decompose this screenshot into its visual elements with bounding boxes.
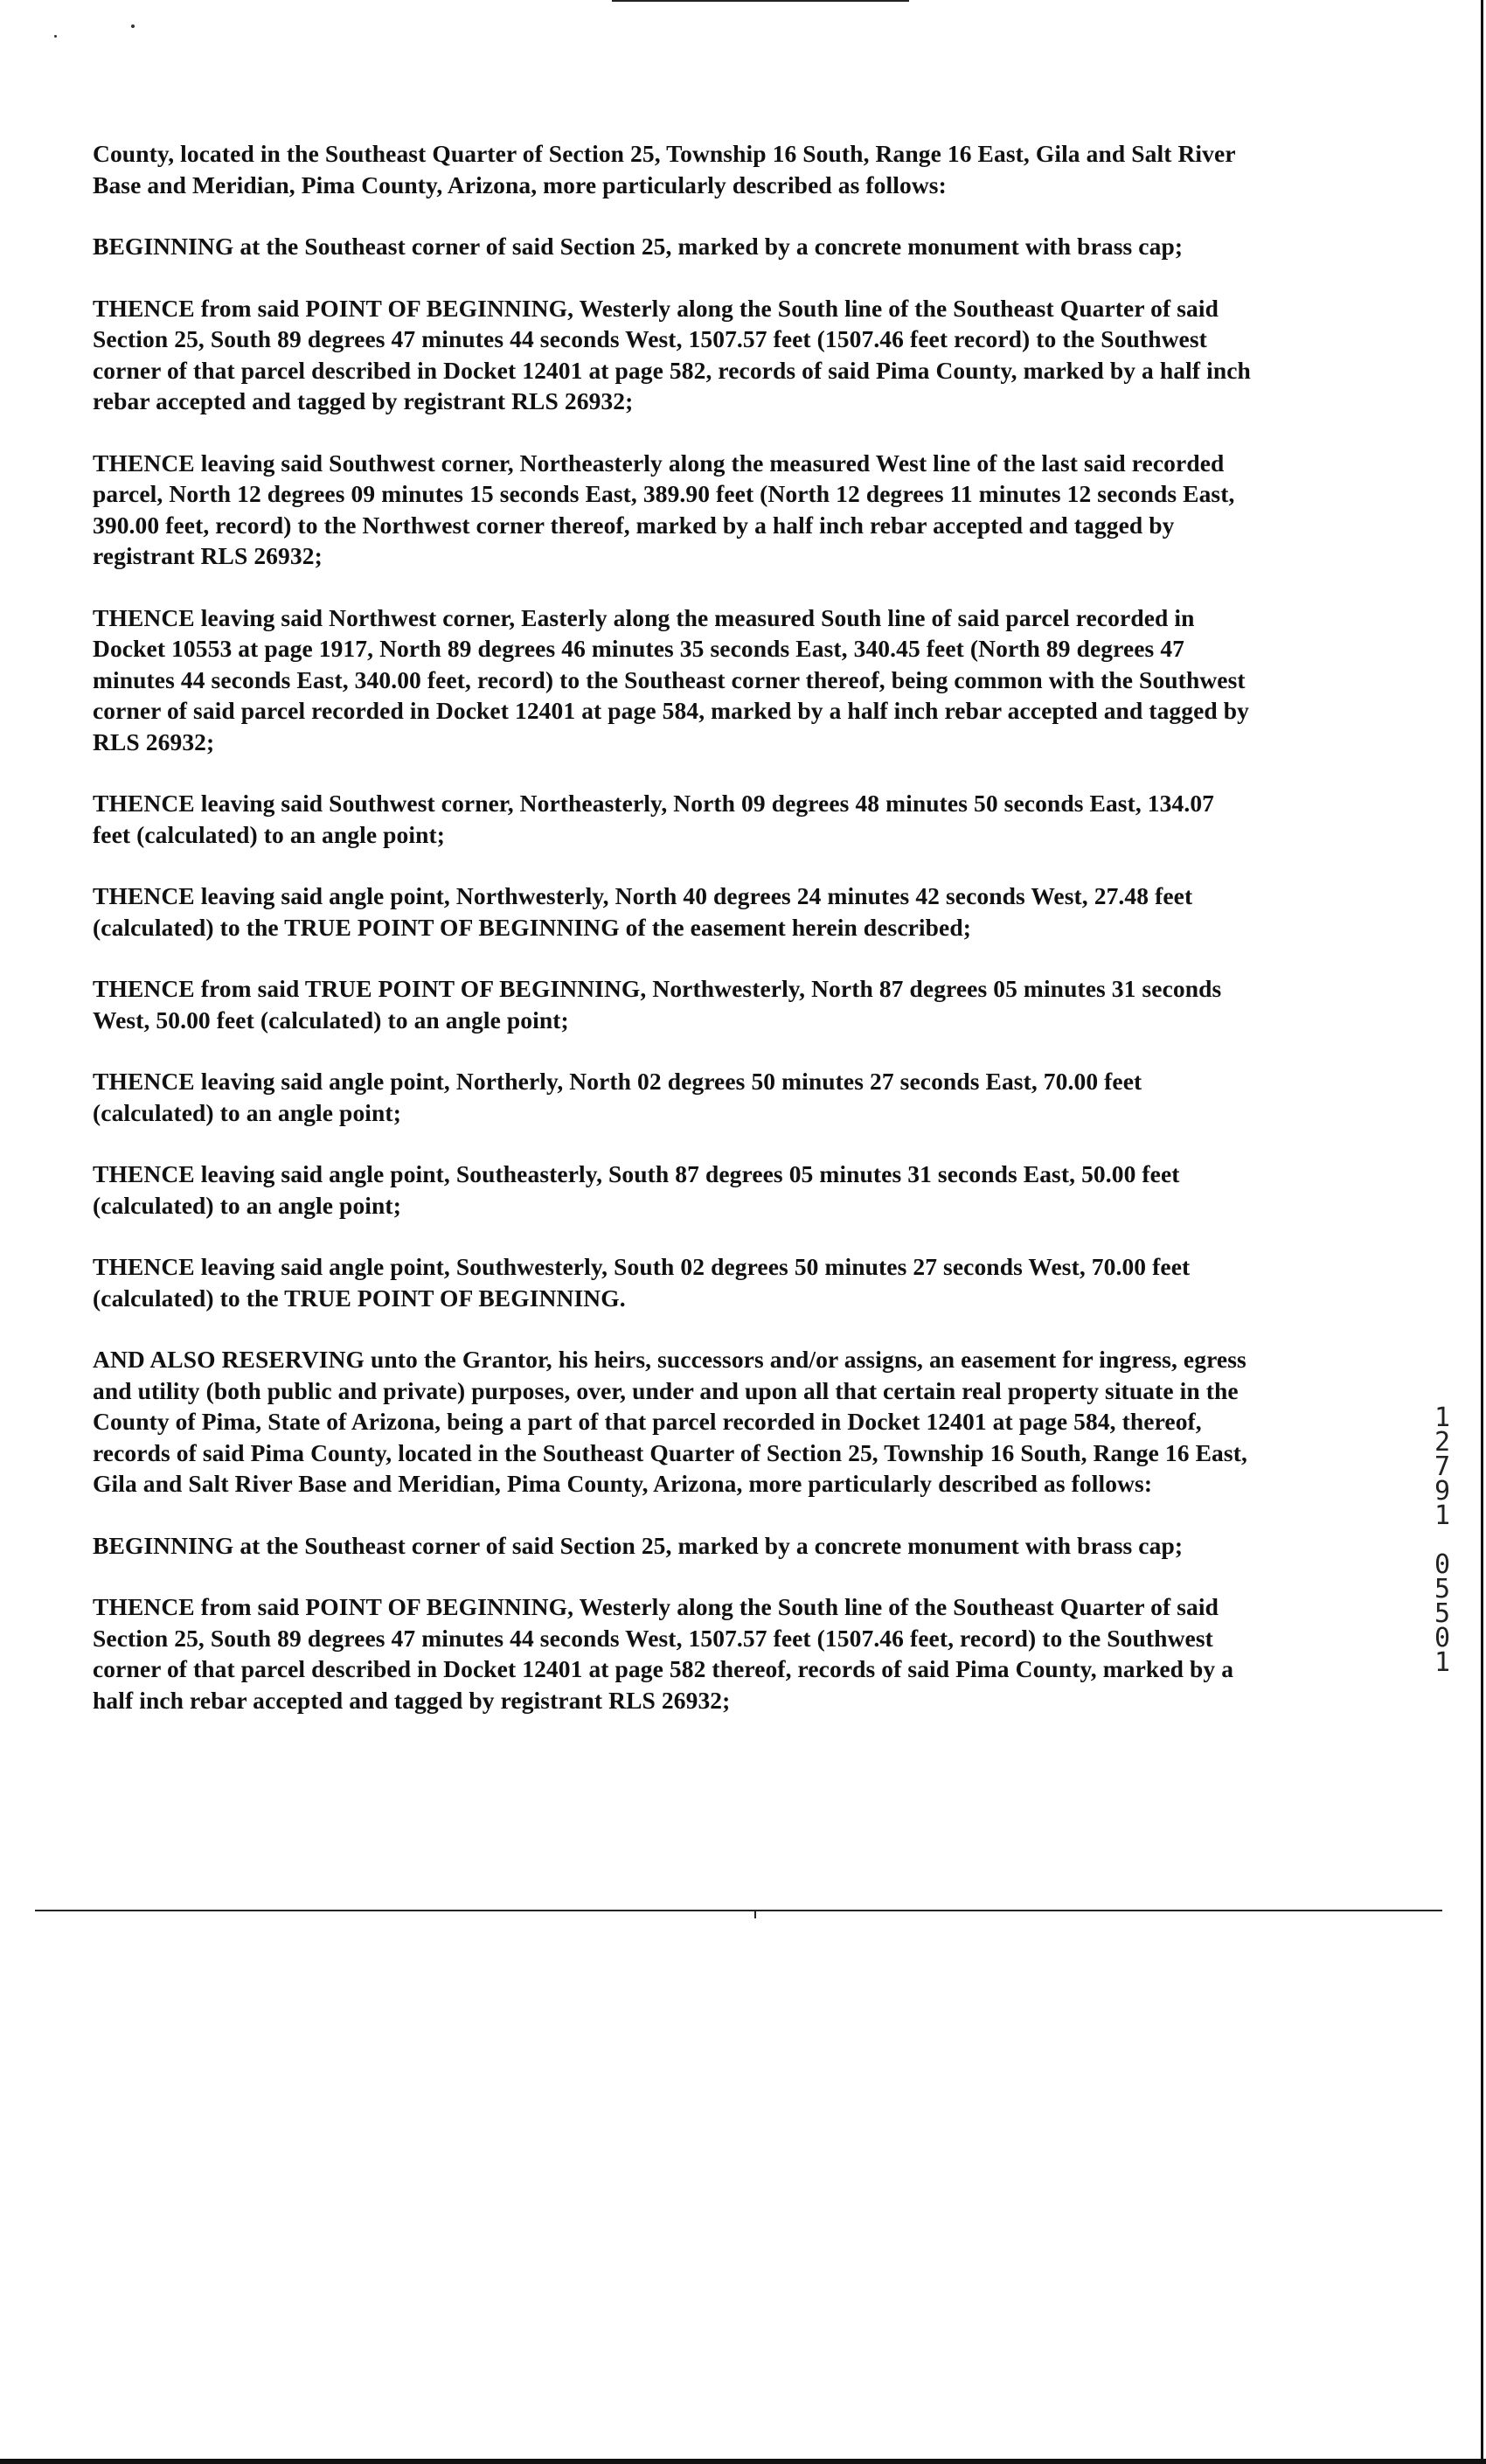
paragraph: County, located in the Southeast Quarter of Section 25, Township 16 South, Range 16 East, Gila and Salt River Base and Meridian, Pima County, Arizona, more particularly described as follows: <box>93 140 1236 198</box>
document-body <box>93 138 1360 1746</box>
paragraph: THENCE leaving said angle point, Southwesterly, South 02 degrees 50 minutes 27 seconds West, 70.00 feet (calculated) to the TRUE POINT OF BEGINNING. <box>93 1253 1191 1312</box>
paragraph: THENCE from said POINT OF BEGINNING, Westerly along the South line of the Southeast Quarter of said Section 25, South 89 degrees 47 minutes 44 seconds West, 1507.57 feet (1507.46 feet, record) to the Southwest corner of that parcel described in Docket 12401 at page 582 thereof, records of said Pima County, marked by a half inch rebar accepted and tagged by registrant RLS 26932; <box>93 1593 1234 1714</box>
paragraph: THENCE leaving said angle point, Southeasterly, South 87 degrees 05 minutes 31 seconds East, 50.00 feet (calculated) to an angle point; <box>93 1160 1180 1219</box>
paragraph: THENCE from said TRUE POINT OF BEGINNING, Northwesterly, North 87 degrees 05 minutes 31 seconds West, 50.00 feet (calculated) to an angle point; <box>93 975 1222 1034</box>
paragraph: THENCE leaving said Southwest corner, Northeasterly, North 09 degrees 48 minutes 50 seconds East, 134.07 feet (calculated) to an angle point; <box>93 790 1215 848</box>
top-rule <box>612 0 909 2</box>
scan-edge-right <box>1481 0 1483 2464</box>
paragraph: THENCE leaving said angle point, Northwesterly, North 40 degrees 24 minutes 42 seconds West, 27.48 feet (calculated) to the TRUE POINT OF BEGINNING of the easement herein described; <box>93 882 1193 941</box>
paragraph: THENCE from said POINT OF BEGINNING, Westerly along the South line of the Southeast Quarter of said Section 25, South 89 degrees 47 minutes 44 seconds West, 1507.57 feet (1507.46 feet record) to the Southwest corner of that parcel described in Docket 12401 at page 582, records of said Pima County, marked by a half inch rebar accepted and tagged by registrant RLS 26932; <box>93 294 1251 414</box>
paragraph: AND ALSO RESERVING unto the Grantor, his heirs, successors and/or assigns, an easement for ingress, egress and utility (both public and private) purposes, over, under and upon all that certain real property situate in the County of Pima, State of Arizona, being a part of that parcel recorded in Docket 12401 at page 584, thereof, records of said Pima County, located in the Southeast Quarter of Section 25, Township 16 South, Range 16 East, Gila and Salt River Base and Meridian, Pima County, Arizona, more particularly described as follows: <box>93 1346 1247 1497</box>
paragraph: BEGINNING at the Southeast corner of said Section 25, marked by a concrete monument with brass cap; <box>93 1531 1184 1559</box>
scan-edge-bottom <box>0 2459 1486 2464</box>
docket-page-stamp: 1 2 7 9 1 0 5 5 0 1 <box>1434 1403 1451 1678</box>
bottom-rule <box>35 1910 1442 1911</box>
scan-speck <box>131 24 135 28</box>
paragraph: BEGINNING at the Southeast corner of said Section 25, marked by a concrete monument with brass cap; <box>93 233 1184 260</box>
paragraph: THENCE leaving said angle point, Northerly, North 02 degrees 50 minutes 27 seconds East, 70.00 feet (calculated) to an angle point; <box>93 1068 1142 1126</box>
bottom-rule-tick <box>754 1910 756 1918</box>
scan-speck <box>54 35 57 38</box>
paragraph: THENCE leaving said Northwest corner, Easterly along the measured South line of said parcel recorded in Docket 10553 at page 1917, North 89 degrees 46 minutes 35 seconds East, 340.45 feet (North 89 degrees 47 minutes 44 seconds East, 340.00 feet, record) to the Southeast corner thereof, being common with the Southwest corner of said parcel recorded in Docket 12401 at page 584, marked by a half inch rebar accepted and tagged by RLS 26932; <box>93 603 1250 755</box>
paragraph: THENCE leaving said Southwest corner, Northeasterly along the measured West line of the last said recorded parcel, North 12 degrees 09 minutes 15 seconds East, 389.90 feet (North 12 degrees 11 minutes 12 seconds East, 390.00 feet, record) to the Northwest corner thereof, marked by a half inch rebar accepted and tagged by registrant RLS 26932; <box>93 449 1235 569</box>
